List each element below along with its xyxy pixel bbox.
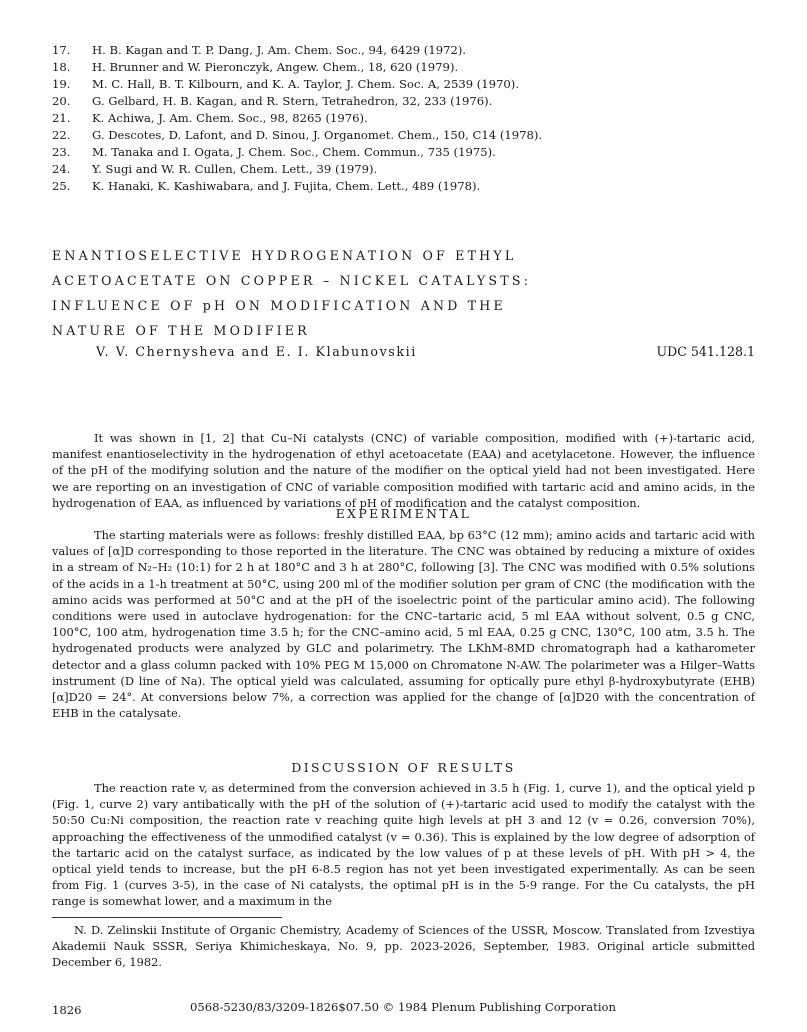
discussion-text: The reaction rate v, as determined from the conversion achieved in 3.5 h (Fig. 1, curve 1), and the optical yield p (Fig. 1, curve 2) vary antibatically with the pH of the solution of (+)-tartaric acid used to modify the catalyst with the 50:50 Cu:Ni composition, the reaction rate v reaching quite high levels at pH 3 and 12 (v = 0.26, conversion 70%), approaching the effectiveness of the unmodified catalyst (v = 0.36). This is explained by the low degree of adsorption of the tartaric acid on the catalyst surface, as indicated by the low values of p at these levels of pH. With pH > 4, the optical yield tends to increase, but the pH 6-8.5 region has not yet been investigated experimentally. As can be seen from Fig. 1 (curves 3-5), in the case of Ni catalysts, the optimal pH is in the 5-9 range. For the Cu catalysts, the pH range is somewhat lower, and a maximum in the <box>52 781 755 909</box>
reference-text: G. Descotes, D. Lafont, and D. Sinou, J. Organomet. Chem., 150, C14 (1978). <box>92 128 543 142</box>
reference-text: M. Tanaka and I. Ogata, J. Chem. Soc., Chem. Commun., 735 (1975). <box>92 145 496 159</box>
reference-item <box>52 127 772 144</box>
title-line: NATURE OF THE MODIFIER <box>52 323 310 338</box>
reference-number: 20. <box>52 94 71 108</box>
reference-number: 23. <box>52 145 71 159</box>
reference-item <box>52 76 772 93</box>
experimental-heading: EXPERIMENTAL <box>335 506 472 521</box>
reference-number: 22. <box>52 128 71 142</box>
publisher-line: 0568-5230/83/3209-1826$07.50 © 1984 Plenum Publishing Corporation <box>190 1000 616 1014</box>
reference-number: 17. <box>52 43 71 57</box>
reference-item <box>52 178 772 195</box>
udc-code: UDC 541.128.1 <box>656 344 755 359</box>
reference-number: 24. <box>52 162 71 176</box>
reference-text: Y. Sugi and W. R. Cullen, Chem. Lett., 39 (1979). <box>92 162 378 176</box>
reference-text: K. Hanaki, K. Kashiwabara, and J. Fujita, Chem. Lett., 489 (1978). <box>92 179 481 193</box>
experimental-text: The starting materials were as follows: freshly distilled EAA, bp 63°C (12 mm); amino acids and tartaric acid with values of [α]D corresponding to those reported in the literature. The CNC was obtained by reducing a mixture of oxides in a stream of N₂–H₂ (10:1) for 2 h at 180°C and 3 h at 280°C, following [3]. The CNC was modified with 0.5% solutions of the acids in a 1-h treatment at 50°C, using 200 ml of the modifier solution per gram of CNC (the modification with the amino acids was performed at 50°C and at the pH of the isoelectric point of the particular amino acid). The following conditions were used in autoclave hydrogenation: for the CNC–tartaric acid, 5 ml EAA without solvent, 0.5 g CNC, 100°C, 100 atm, hydrogenation time 3.5 h; for the CNC–amino acid, 5 ml EAA, 0.25 g CNC, 130°C, 100 atm, 3.5 h. The hydrogenated products were analyzed by GLC and polarimetry. The LKhM-8MD chromatograph had a katharometer detector and a glass column packed with 10% PEG M 15,000 on Chromatone N-AW. The polarimeter was a Hilger–Watts instrument (D line of Na). The optical yield was calculated, assuming for optically pure ethyl β-hydroxybutyrate (EHB) [α]D20 = 24°. At conversions below 7%, a correction was applied for the change of [α]D20 with the concentration of EHB in the catalysate. <box>52 528 755 721</box>
reference-text: G. Gelbard, H. B. Kagan, and R. Stern, Tetrahedron, 32, 233 (1976). <box>92 94 493 108</box>
reference-item <box>52 59 772 76</box>
reference-item <box>52 42 772 59</box>
reference-text: K. Achiwa, J. Am. Chem. Soc., 98, 8265 (1976). <box>92 111 368 125</box>
reference-item <box>52 93 772 110</box>
title-line: INFLUENCE OF pH ON MODIFICATION AND THE <box>52 298 506 313</box>
author-line: V. V. Chernysheva and E. I. Klabunovskii <box>96 344 417 359</box>
title-line: ACETOACETATE ON COPPER – NICKEL CATALYSTS: <box>52 273 532 288</box>
reference-list <box>52 42 772 195</box>
affiliation-footnote <box>52 922 755 970</box>
discussion-paragraph <box>52 780 755 910</box>
reference-item <box>52 161 772 178</box>
reference-text: H. B. Kagan and T. P. Dang, J. Am. Chem. Soc., 94, 6429 (1972). <box>92 43 467 57</box>
reference-text: M. C. Hall, B. T. Kilbourn, and K. A. Taylor, J. Chem. Soc. A, 2539 (1970). <box>92 77 520 91</box>
reference-number: 25. <box>52 179 71 193</box>
reference-item <box>52 144 772 161</box>
reference-text: H. Brunner and W. Pieronczyk, Angew. Chem., 18, 620 (1979). <box>92 60 459 74</box>
title-line: ENANTIOSELECTIVE HYDROGENATION OF ETHYL <box>52 248 517 263</box>
discussion-heading: DISCUSSION OF RESULTS <box>291 760 516 775</box>
experimental-paragraph <box>52 527 755 721</box>
reference-number: 19. <box>52 77 71 91</box>
footnote-divider <box>52 917 282 918</box>
introduction-paragraph <box>52 430 755 511</box>
reference-number: 21. <box>52 111 71 125</box>
introduction-text: It was shown in [1, 2] that Cu–Ni catalysts (CNC) of variable composition, modified with (+)-tartaric acid, manifest enantioselectivity in the hydrogenation of ethyl acetoacetate (EAA) and acetylacetone. However, the influence of the pH of the modifying solution and the nature of the modifier on the optical yield had not been investigated. Here we are reporting on an investigation of CNC of variable composition modified with tartaric acid and amino acids, in the hydrogenation of EAA, as influenced by variations of pH of modification and the catalyst composition. <box>52 431 755 510</box>
footnote-text: N. D. Zelinskii Institute of Organic Chemistry, Academy of Sciences of the USSR, Moscow. Translated from Izvestiya Akademii Nauk SSSR, Seriya Khimicheskaya, No. 9, pp. 2023-2026, September, 1983. Original article submitted December 6, 1982. <box>52 923 755 969</box>
reference-item <box>52 110 772 127</box>
article-title <box>52 243 772 343</box>
reference-number: 18. <box>52 60 71 74</box>
page-number: 1826 <box>52 1003 82 1017</box>
